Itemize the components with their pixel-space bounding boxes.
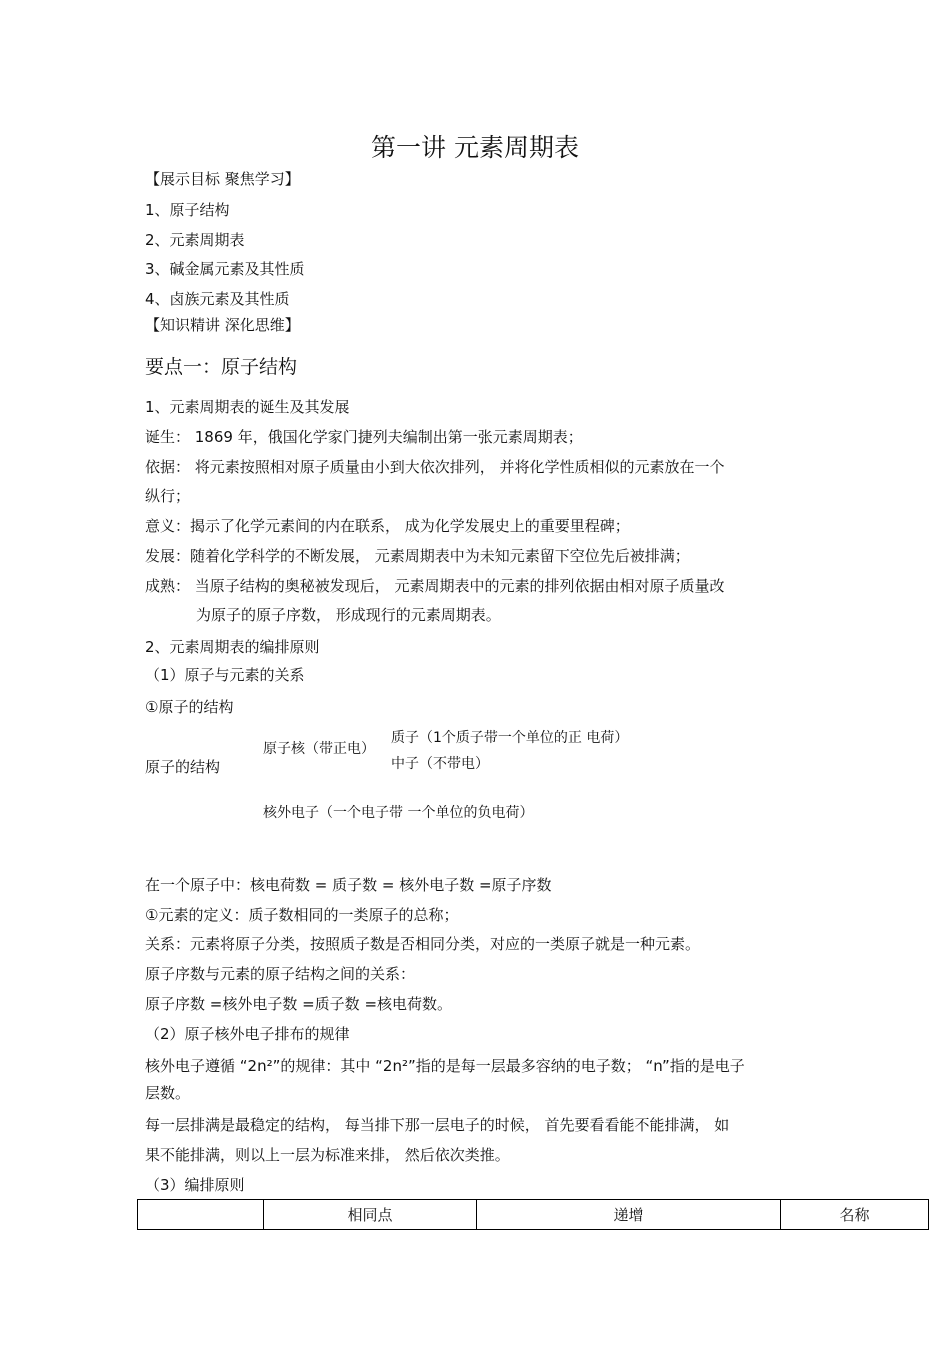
- equation-line: 在一个原子中：核电荷数 = 质子数 = 核外电子数 =原子序数: [145, 876, 552, 894]
- diagram-nucleus-label: 原子核（带正电）: [263, 741, 375, 757]
- subheading-history: 1、元素周期表的诞生及其发展: [145, 398, 350, 416]
- goal-item: 1、原子结构: [145, 201, 230, 219]
- page-title: 第一讲 元素周期表: [371, 133, 579, 162]
- paragraph-rule: 核外电子遵循 “2n²”的规律：其中 “2n²”指的是每一层最多容纳的电子数； “n”指的是电子: [145, 1057, 745, 1075]
- paragraph-relation: 关系：元素将原子分类，按照质子数是否相同分类，对应的一类原子就是一种元素。: [145, 935, 701, 953]
- element-definition: ①元素的定义：质子数相同的一类原子的总称；: [145, 906, 459, 924]
- diagram-neutron-label: 中子（不带电）: [391, 756, 489, 772]
- arrangement-table: [137, 1199, 929, 1230]
- paragraph-development: 发展：随着化学科学的不断发展， 元素周期表中为未知元素留下空位先后被排满；: [145, 547, 690, 565]
- table-header-cell: 递增: [477, 1200, 781, 1230]
- paragraph-relation-2: 原子序数与元素的原子结构之间的关系：: [145, 965, 416, 983]
- goal-item: 3、碱金属元素及其性质: [145, 260, 305, 278]
- paragraph-mature: 成熟： 当原子结构的奥秘被发现后， 元素周期表中的元素的排列依据由相对原子质量改: [145, 577, 725, 595]
- diagram-electron-label: 核外电子（一个电子带 一个单位的负电荷）: [263, 805, 534, 821]
- point1-heading: 要点一：原子结构: [145, 356, 298, 378]
- atom-structure-heading: ①原子的结构: [145, 698, 234, 716]
- paragraph-mature-cont: 为原子的原子序数， 形成现行的元素周期表。: [196, 606, 501, 624]
- subheading-arrangement: （3）编排原则: [145, 1176, 245, 1194]
- paragraph-basis-cont: 纵行；: [145, 487, 191, 505]
- table-header-cell: 相同点: [264, 1200, 477, 1230]
- goal-item: 2、元素周期表: [145, 231, 245, 249]
- paragraph-basis: 依据： 将元素按照相对原子质量由小到大依次排列， 并将化学性质相似的元素放在一个: [145, 458, 725, 476]
- paragraph-birth: 诞生： 1869 年，俄国化学家门捷列夫编制出第一张元素周期表；: [145, 428, 583, 446]
- subheading-electron-rules: （2）原子核外电子排布的规律: [145, 1025, 350, 1043]
- table-header-cell: 名称: [781, 1200, 929, 1230]
- table-header-row: [138, 1200, 929, 1230]
- goal-item: 4、卤族元素及其性质: [145, 290, 290, 308]
- paragraph-fill-cont: 果不能排满，则以上一层为标准来排， 然后依次类推。: [145, 1146, 510, 1164]
- section-goals-heading: 【展示目标 聚焦学习】: [145, 170, 300, 188]
- paragraph-relation-3: 原子序数 =核外电子数 =质子数 =核电荷数。: [145, 995, 453, 1013]
- table-header-cell: [138, 1200, 264, 1230]
- paragraph-fill: 每一层排满是最稳定的结构， 每当排下那一层电子的时候， 首先要看看能不能排满， 如: [145, 1116, 730, 1134]
- subheading-principles: 2、元素周期表的编排原则: [145, 638, 320, 656]
- section-knowledge-heading: 【知识精讲 深化思维】: [145, 316, 300, 334]
- diagram-root-label: 原子的结构: [145, 758, 221, 776]
- diagram-proton-label: 质子（1个质子带一个单位的正 电荷）: [391, 730, 629, 746]
- subheading-atom-element: （1）原子与元素的关系: [145, 666, 305, 684]
- paragraph-rule-cont: 层数。: [145, 1084, 191, 1102]
- paragraph-meaning: 意义：揭示了化学元素间的内在联系， 成为化学发展史上的重要里程碑；: [145, 517, 630, 535]
